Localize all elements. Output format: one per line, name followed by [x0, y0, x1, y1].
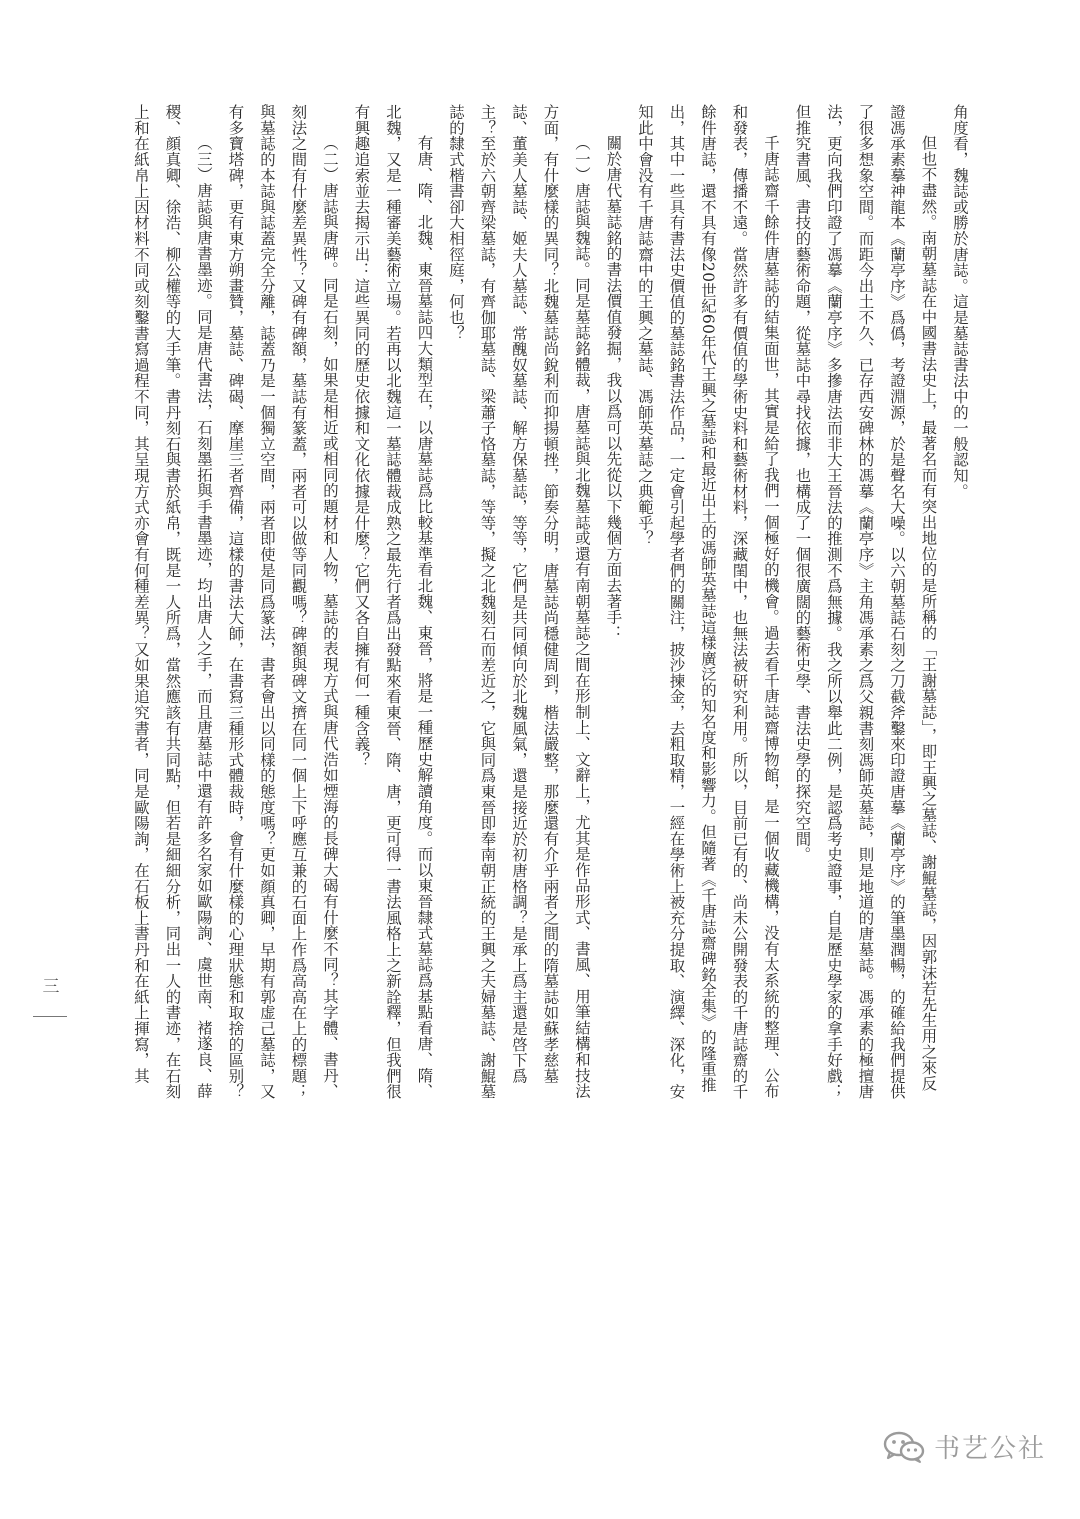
paragraph-1: 角度看，魏誌或勝於唐誌。這是墓誌書法中的一般認知。	[951, 104, 969, 499]
page-number: 三	[42, 977, 60, 997]
paragraph-6: 有唐、隋、北魏、東晉墓誌四大類型在，以唐墓誌爲比較基準看北魏、東晉，將是一種歷史解讀角度。而以東晉隸式墓誌爲基點看唐、隋、北魏，又是一種審美藝術立場。若再以北魏這一墓誌體裁成熟之最先行者爲出發點來看東晉、隋、唐，更可得一書法風格上之新詮釋，但我們很有興趣追索並去揭示出：這些異同的歷史依據和文化依據是什麼？它們又各自擁有何一種含義？	[352, 104, 434, 1100]
watermark	[882, 1428, 1046, 1465]
paragraph-7: （二）唐誌與唐碑。同是石刻，如果是相近或相同的題材和人物，墓誌的表現方式與唐代浩如煙海的長碑大碣有什麼不同？其字體、書丹、刻法之間有什麼差異性？又碑有碑額，墓誌有篆蓋，兩者可以做等同觀嗎？碑額與碑文擠在同一個上下呼應互兼的石面上作爲高高在上的標題；與墓誌的本誌與誌蓋完全分離，誌蓋乃是一個獨立空間，兩者即使是同爲篆法，書者會出以同樣的態度嗎？更如顔真卿，早期有郭虚己墓誌，又有多寶塔碑，更有東方朔畫贊，墓誌、碑碣、摩崖三者齊備，這樣的書法大師，在書寫三種形式體裁時，會有什麼樣的心理狀態和取捨的區别？	[226, 104, 339, 1100]
page-number-rule	[33, 1016, 67, 1017]
vertical-text-body	[105, 104, 975, 1104]
paragraph-2: 但也不盡然。南朝墓誌在中國書法史上，最著名而有突出地位的是所稱的「王謝墓誌」，即王興之墓誌、謝鯤墓誌，因郭沫若先生用之來反證馮承素摹神龍本《蘭亭序》爲僞，考證淵源，於是聲名大噪。以六朝墓誌石刻之刀截斧鑿來印證唐摹《蘭亭序》的筆墨潤暢，的確給我們提供了很多想象空間。而距今出土不久、已存西安碑林的馮摹《蘭亭序》主角馮承素之爲父親書刻馮師英墓誌，則是地道的唐墓誌。馮承素的極擅唐法，更向我們印證了馮摹《蘭亭序》多摻唐法而非大王晉法的推測不爲無據。我之所以舉此二例，是認爲考史證事，自是歷史學家的拿手好戲；但推究書風、書技的藝術命題，從墓誌中尋找依據，也構成了一個很廣闊的藝術史學、書法史學的探究空間。	[793, 104, 938, 1100]
paragraph-3: 千唐誌齋千餘件唐墓誌的結集面世，其實是給了我們一個極好的機會。過去看千唐誌齋博物館，是一個收藏機構，没有太系統的整理、公布和發表，傳播不遠。當然許多有價值的學術史料和藝術材料，深藏閨中，也無法被研究利用。所以，目前已有的、尚未公開發表的千唐誌齋的千餘件唐誌，還不具有像20世紀60年代王興之墓誌和最近出土的馮師英墓誌這樣廣泛的知名度和影響力。但隨著《千唐誌齋碑銘全集》的隆重推出，其中一些具有書法史價值的墓誌銘書法作品，一定會引起學者們的關注，披沙揀金，去粗取精，一經在學術上被充分提取、演繹、深化，安知此中會没有千唐誌齋中的王興之墓誌、馮師英墓誌之典範乎？	[636, 104, 780, 1100]
watermark-text: 书艺公社	[933, 1434, 1046, 1464]
wechat-icon	[882, 1430, 926, 1464]
paragraph-8: （三）唐誌與唐書墨迹。同是唐代書法，石刻墨拓與手書墨迹，均出唐人之手，而且唐墓誌中還有許多名家如歐陽詢、虞世南、褚遂良、薛稷、顔真卿、徐浩、柳公權等的大手筆。書丹刻石與書於紙帛，既是一人所爲，當然應該有共同點，但若是細細分析，同出一人的書迹，在石刻上和在紙帛上因材料不同或刻鑿書寫過程不同，其呈現方式亦會有何種差異？又如果追究書者，同是歐陽詢，在石板上書丹和在紙上揮寫，其	[132, 104, 213, 1100]
paragraph-5: （一）唐誌與魏誌。同是墓誌銘體裁，唐墓誌與北魏墓誌或還有南朝墓誌之間在形制上、文辭上，尤其是作品形式、書風、用筆結構和技法方面，有什麼樣的異同？北魏墓誌尚銳利而抑揚頓挫，節奏分明，唐墓誌尚穩健周到，楷法嚴整，那麼還有介乎兩者之間的隋墓誌如蘇孝慈墓誌、董美人墓誌、姬夫人墓誌、常醜奴墓誌、解方保墓誌，等等，它們是共同傾向於北魏風氣，還是接近於初唐格調？是承上爲主還是啓下爲主？至於六朝齊梁墓誌，有齊伽耶墓誌、梁蕭子恪墓誌，等等，擬之北魏刻石而差近之，它與同爲東晉即奉南朝正統的王興之夫婦墓誌、謝鯤墓誌的隸式楷書卻大相徑庭，何也？	[447, 104, 591, 1100]
paragraph-4: 關於唐代墓誌銘的書法價值發掘，我以爲可以先從以下幾個方面去著手：	[604, 134, 623, 641]
